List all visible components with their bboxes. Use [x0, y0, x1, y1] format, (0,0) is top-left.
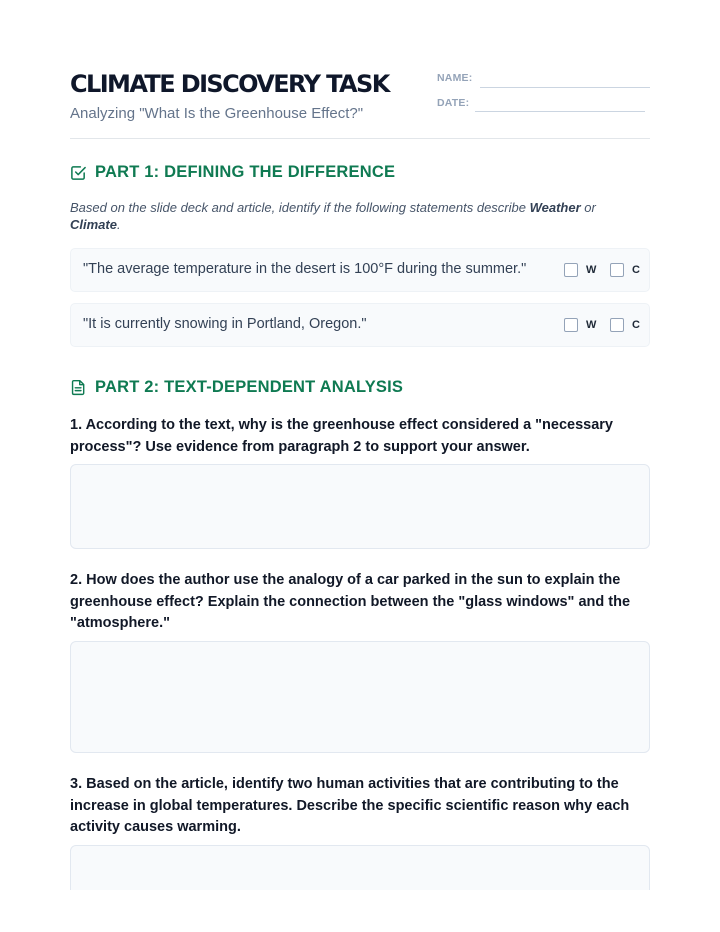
climate-option[interactable] — [610, 263, 640, 277]
weather-option-label: W — [586, 319, 597, 331]
statement-row — [70, 303, 650, 347]
part1-instructions — [70, 199, 630, 233]
instructions-period: . — [116, 217, 121, 232]
date-label: DATE: — [437, 97, 470, 109]
climate-checkbox[interactable] — [610, 263, 624, 277]
worksheet-title: CLIMATE DISCOVERY TASK — [70, 70, 389, 98]
worksheet-subtitle: Analyzing "What Is the Greenhouse Effect?" — [70, 105, 364, 122]
worksheet-header — [70, 68, 650, 139]
part1-title: PART 1: DEFINING THE DIFFERENCE — [95, 163, 396, 181]
part2-title: PART 2: TEXT-DEPENDENT ANALYSIS — [95, 378, 404, 396]
checkbox-check-icon — [70, 164, 87, 181]
answer-box-3[interactable] — [70, 845, 650, 890]
date-field[interactable] — [475, 111, 645, 112]
weather-checkbox[interactable] — [564, 263, 578, 277]
part1-heading — [70, 163, 395, 182]
weather-option[interactable] — [564, 318, 596, 332]
answer-box-2[interactable] — [70, 641, 650, 753]
statement-text: "The average temperature in the desert is 100°F during the summer." — [83, 261, 527, 277]
statement-row — [70, 248, 650, 292]
name-field[interactable] — [480, 87, 650, 88]
statement-text: "It is currently snowing in Portland, Oregon." — [83, 316, 367, 332]
weather-option-label: W — [586, 264, 597, 276]
part2-heading — [70, 378, 403, 397]
or-word: or — [580, 200, 596, 215]
question-3: 3. Based on the article, identify two human activities that are contributing to the increase in global temperatures. Describe the specific scientific reason why each activity causes warming. — [70, 776, 630, 835]
name-label: NAME: — [437, 72, 473, 84]
climate-word: Climate — [70, 217, 117, 232]
question-1: 1. According to the text, why is the greenhouse effect considered a "necessary process"? Use evidence from paragraph 2 to support your answer. — [70, 417, 613, 455]
weather-checkbox[interactable] — [564, 318, 578, 332]
climate-option[interactable] — [610, 318, 640, 332]
instructions-text: Based on the slide deck and article, identify if the following statements describe — [70, 200, 530, 215]
document-icon — [70, 379, 87, 396]
weather-option[interactable] — [564, 263, 596, 277]
answer-box-1[interactable] — [70, 464, 650, 549]
climate-option-label: C — [632, 319, 640, 331]
question-2: 2. How does the author use the analogy of a car parked in the sun to explain the greenhouse effect? Explain the connection between the "glass windows" and the "atmosphere." — [70, 572, 631, 631]
climate-option-label: C — [632, 264, 640, 276]
worksheet-page — [70, 0, 650, 890]
weather-word: Weather — [529, 200, 581, 215]
climate-checkbox[interactable] — [610, 318, 624, 332]
